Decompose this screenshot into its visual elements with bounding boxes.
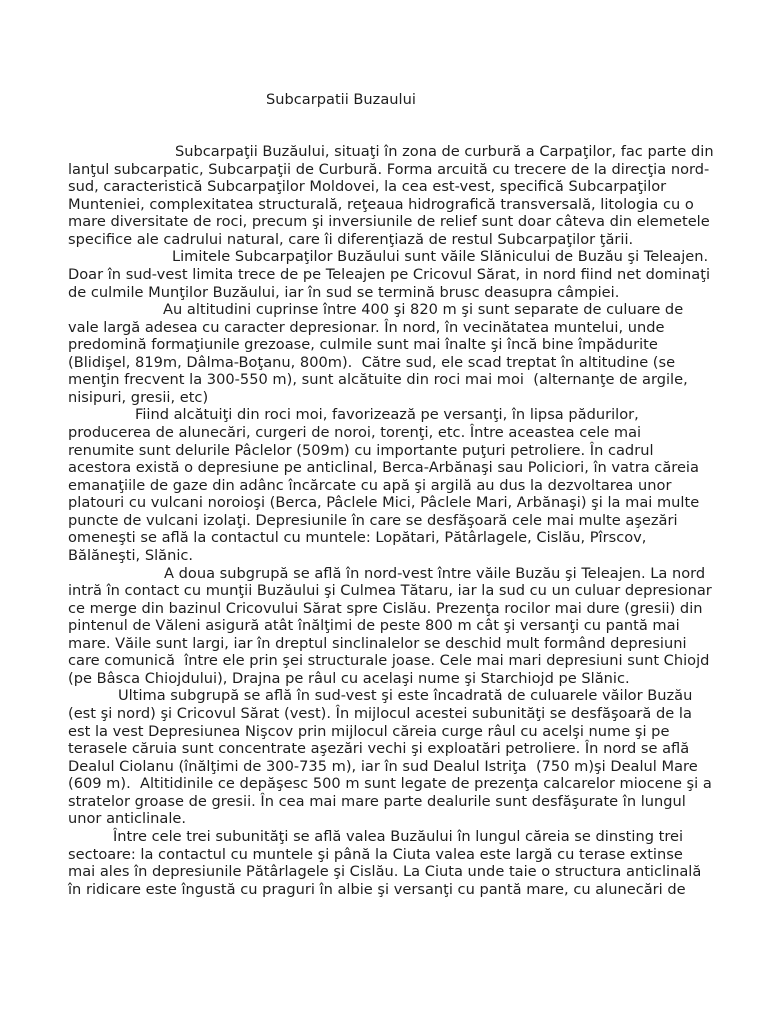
text-line: Au altitudini cuprinse între 400 şi 820 m şi sunt separate de culuare de: [163, 301, 684, 319]
text-line: mare diversitate de roci, precum şi inversiunile de relief sunt doar câteva din elemetele: [68, 213, 710, 231]
paragraph-soft-rocks: [68, 406, 748, 564]
text-line: lanţul subcarpatic, Subcarpaţii de Curbură. Forma arcuită cu trecere de la direcţia nord-: [68, 160, 710, 178]
text-line: Ultima subgrupă se află în sud-vest şi este încadrată de culuarele văilor Buzău: [118, 687, 693, 705]
text-line: stratelor groase de gresii. În cea mai mare parte dealurile sunt desfăşurate în lungul: [68, 792, 686, 810]
text-line: Bălăneşti, Slănic.: [68, 546, 194, 564]
text-line: (est şi nord) şi Cricovul Sărat (vest). În mijlocul acestei subunităţi se desfăşoară de la: [68, 705, 692, 722]
paragraph-second-subgroup: [68, 565, 748, 688]
document-body: [68, 143, 748, 898]
paragraph-buzau-valley: [68, 828, 748, 898]
text-line: intră în contact cu munţii Buzăului şi Culmea Tătaru, iar la sud cu un culuar depresionar: [68, 582, 712, 600]
text-line: producerea de alunecări, curgeri de noroi, torenţi, etc. Între aceastea cele mai: [68, 424, 642, 441]
text-line: nisipuri, gresii, etc): [68, 388, 209, 406]
paragraph-last-subgroup: [68, 687, 748, 828]
text-line: (Blidişel, 819m, Dâlma-Boţanu, 800m). Către sud, ele scad treptat în altitudine (se: [68, 353, 676, 371]
text-line: specifice ale cadrului natural, care îi diferenţiază de restul Subcarpaţilor ţării.: [68, 230, 634, 248]
text-line: de culmile Munţilor Buzăului, iar în sud se termină brusc deasupra câmpiei.: [68, 283, 620, 301]
text-line: mare. Văile sunt largi, iar în dreptul sinclinalelor se deschid mult formând depresiuni: [68, 634, 687, 652]
text-line: terasele căruia sunt concentrate aşezări vechi şi exploatări petroliere. În nord se află: [68, 740, 690, 758]
paragraph-altitudes: [68, 301, 748, 406]
text-line: renumite sunt delurile Pâclelor (509m) cu importante puţuri petroliere. În cadrul: [68, 441, 654, 459]
paragraph-intro: [68, 143, 748, 248]
text-line: acestora există o depresiune pe anticlinal, Berca-Arbănaşi sau Policiori, în vatra căreia: [68, 459, 699, 477]
text-line: (pe Bâsca Chiojdului), Drajna pe râul cu acelaşi nume şi Starchiojd pe Slănic.: [68, 669, 630, 687]
text-line: est la vest Depresiunea Nişcov prin mijlocul căreia curge râul cu acelşi nume şi pe: [68, 722, 670, 740]
text-line: mai ales în depresiunile Pătârlagele şi Cislău. La Ciuta unde taie o structura anticlinală: [68, 863, 702, 881]
text-line: Dealul Ciolanu (înălţimi de 300-735 m), iar în sud Dealul Istriţa (750 m)şi Dealul Mare: [68, 757, 698, 775]
text-line: emanaţiile de gaze din adânc încărcate cu apă şi argilă au dus la dezvoltarea unor: [68, 476, 672, 494]
text-line: platouri cu vulcani noroioşi (Berca, Pâclele Mici, Pâclele Mari, Arbănaşi) şi la mai multe: [68, 494, 700, 512]
text-line: (609 m). Altitidinile ce depăşesc 500 m sunt legate de prezenţa calcarelor miocene şi a: [68, 775, 712, 793]
text-line: Subcarpaţii Buzăului, situaţi în zona de curbură a Carpaţilor, fac parte din: [175, 143, 714, 160]
text-line: în ridicare este îngustă cu praguri în albie şi versanţi cu pantă mare, cu alunecări de: [68, 880, 686, 898]
text-line: menţin frecvent la 300-550 m), sunt alcătuite din roci mai moi (alternanţe de argile,: [68, 371, 688, 389]
text-line: puncte de vulcani izolaţi. Depresiunile în care se desfăşoară cele mai multe aşezări: [68, 511, 678, 529]
text-line: Fiind alcătuiţi din roci moi, favorizează pe versanţi, în lipsa pădurilor,: [135, 406, 639, 424]
text-line: Munteniei, complexitatea structurală, reţeaua hidrografică transversală, litologia cu o: [68, 195, 694, 213]
text-line: predomină formaţiunile grezoase, culmile sunt mai înalte şi încă bine împădurite: [68, 336, 658, 354]
text-line: A doua subgrupă se află în nord-vest între văile Buzău şi Teleajen. La nord: [164, 564, 706, 582]
text-line: vale largă adesea cu caracter depresionar. În nord, în vecinătatea muntelui, unde: [68, 318, 665, 336]
text-line: care comunică între ele prin şei structurale joase. Cele mai mari depresiuni sunt Chiojd: [68, 652, 710, 670]
text-line: Doar în sud-vest limita trece de pe Teleajen pe Cricovul Sărat, in nord fiind net dominaţi: [68, 265, 711, 283]
text-line: Limitele Subcarpaţilor Buzăului sunt văile Slănicului de Buzău şi Teleajen.: [172, 248, 709, 266]
text-line: unor anticlinale.: [68, 810, 187, 828]
text-line: pintenul de Văleni asigură atât înălţimi de peste 800 m cât şi versanţi cu pantă mai: [68, 617, 680, 635]
text-line: Între cele trei subunităţi se află valea Buzăului în lungul căreia se dinsting trei: [113, 827, 684, 845]
text-line: ce merge din bazinul Cricovului Sărat spre Cislău. Prezenţa rocilor mai dure (gresii) din: [68, 599, 703, 617]
document-title: Subcarpatii Buzaului: [266, 91, 416, 108]
text-line: omeneşti se află la contactul cu muntele: Lopătari, Pătârlagele, Cislău, Pîrscov,: [68, 529, 647, 547]
text-line: sectoare: la contactul cu muntele şi până la Ciuta valea este largă cu terase extinse: [68, 845, 683, 863]
paragraph-limits: [68, 248, 748, 301]
text-line: sud, caracteristică Subcarpaţilor Moldovei, la cea est-vest, specifică Subcarpaţilor: [68, 178, 667, 196]
